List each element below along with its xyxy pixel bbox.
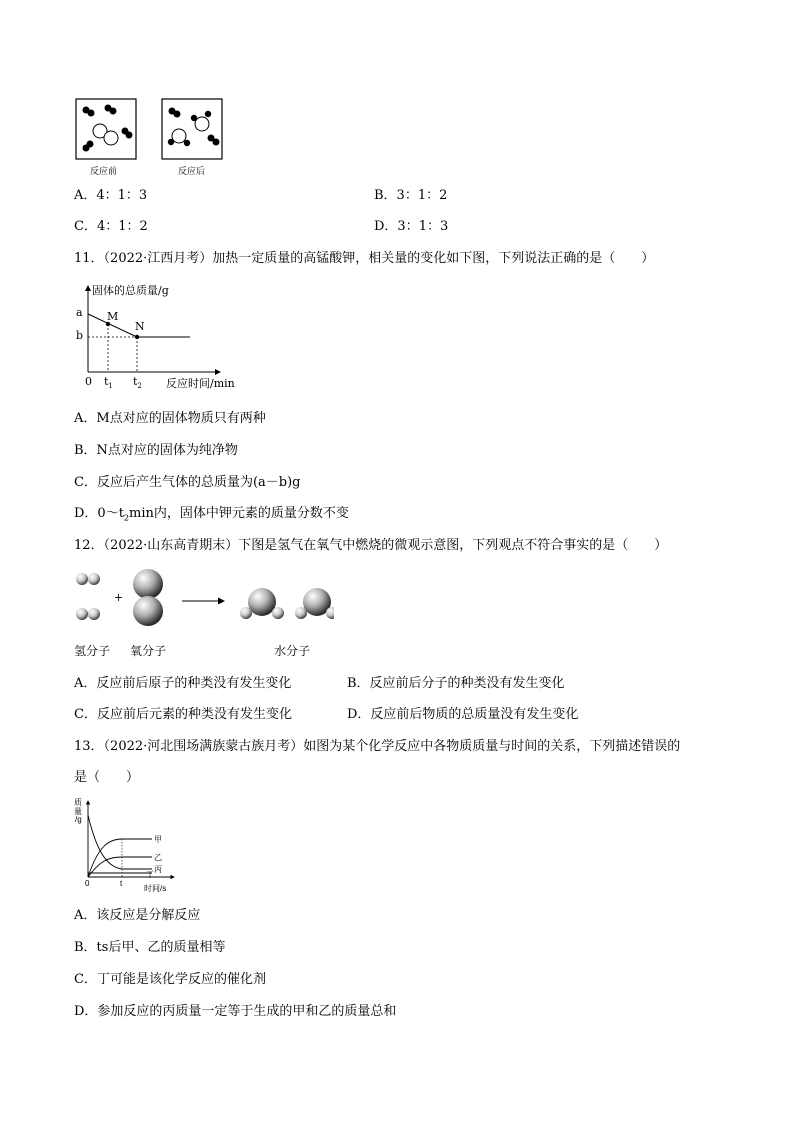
q12-water-label: 水分子 [274, 644, 311, 658]
q13-stem-line1: 13．（2022·河北围场满族蒙古族月考）如图为某个化学反应中各物质质量与时间的关系，下列描述错误的 [74, 739, 681, 754]
q13-jia-label: 甲 [154, 835, 162, 844]
q13-option-c: C．丁可能是该化学反应的催化剂 [74, 972, 266, 987]
q12-option-b: B．反应前后分子的种类没有发生变化 [347, 676, 565, 691]
q11-option-b: B．N点对应的固体为纯净物 [74, 443, 238, 458]
q12-h2-label: 氢分子 [74, 644, 111, 658]
q13-stem-line2: 是（ ） [74, 770, 140, 785]
q13-ylabel-3: /g [75, 815, 82, 824]
q11-b-label: b [76, 329, 84, 342]
q11-t2-label: $t_2$ [133, 375, 142, 391]
q13-t-label: t [120, 879, 123, 888]
q13-origin-label: 0 [85, 879, 90, 888]
q11-option-d: D．$0\sim t_2\min$内，固体中钾元素的质量分数不变 [74, 506, 349, 523]
q12-option-a: A．反应前后原子的种类没有发生变化 [74, 676, 292, 691]
q10-option-c: C．4：1：2 [74, 219, 148, 234]
q13-yi-label: 乙 [154, 853, 162, 862]
q13-xlabel: 时间/s [144, 884, 167, 893]
q11-m-label: M [107, 310, 119, 323]
q11-n-label: N [135, 320, 145, 333]
q10-option-d: D．3：1：3 [374, 219, 449, 234]
q11-graph [74, 282, 244, 392]
q11-option-c: C．反应后产生气体的总质量为(a－b)g [74, 475, 301, 490]
q11-option-a: A．M点对应的固体物质只有两种 [74, 411, 266, 426]
q11-origin-label: 0 [85, 375, 92, 388]
q10-option-a: A．4：1：3 [74, 188, 148, 203]
q13-mass-time-chart [74, 797, 184, 895]
q13-ylabel-2: 量 [74, 807, 82, 816]
q12-option-d: D．反应前后物质的总质量没有发生变化 [347, 707, 579, 722]
q13-option-d: D．参加反应的丙质量一定等于生成的甲和乙的质量总和 [74, 1004, 397, 1019]
q12-plus-sign: + [114, 591, 124, 604]
q11-a-label: a [76, 306, 83, 319]
q12-molecule-diagram [74, 565, 334, 631]
q13-graph [74, 797, 184, 895]
q12-stem: 12．（2022·山东高青期末）下图是氢气在氧气中燃烧的微观示意图，下列观点不符合事实的是（ ） [74, 538, 668, 553]
q12-option-c: C．反应前后元素的种类没有发生变化 [74, 707, 292, 722]
q11-ylabel: 固体的总质量/g [92, 284, 169, 297]
q11-t1-label: $t_1$ [104, 375, 113, 391]
q12-o2-label: 氧分子 [130, 644, 167, 658]
q13-option-b: B．ts后甲、乙的质量相等 [74, 940, 226, 955]
after-label: 反应后 [178, 166, 206, 176]
q13-bing-label: 丙 [154, 865, 162, 874]
q12-figure [74, 565, 334, 661]
q11-stem: 11．（2022·江西月考）加热一定质量的高锰酸钾，相关量的变化如下图，下列说法正确的是（ ） [74, 251, 655, 266]
q13-ylabel-1: 质 [74, 798, 82, 807]
q10-option-b: B．3：1：2 [374, 188, 448, 203]
before-label: 反应前 [90, 166, 118, 176]
q11-xlabel: 反应时间/min [166, 377, 235, 390]
reaction-figure [74, 98, 226, 178]
q13-option-a: A．该反应是分解反应 [74, 908, 201, 923]
q13-ding-label: 丁 [146, 870, 154, 879]
